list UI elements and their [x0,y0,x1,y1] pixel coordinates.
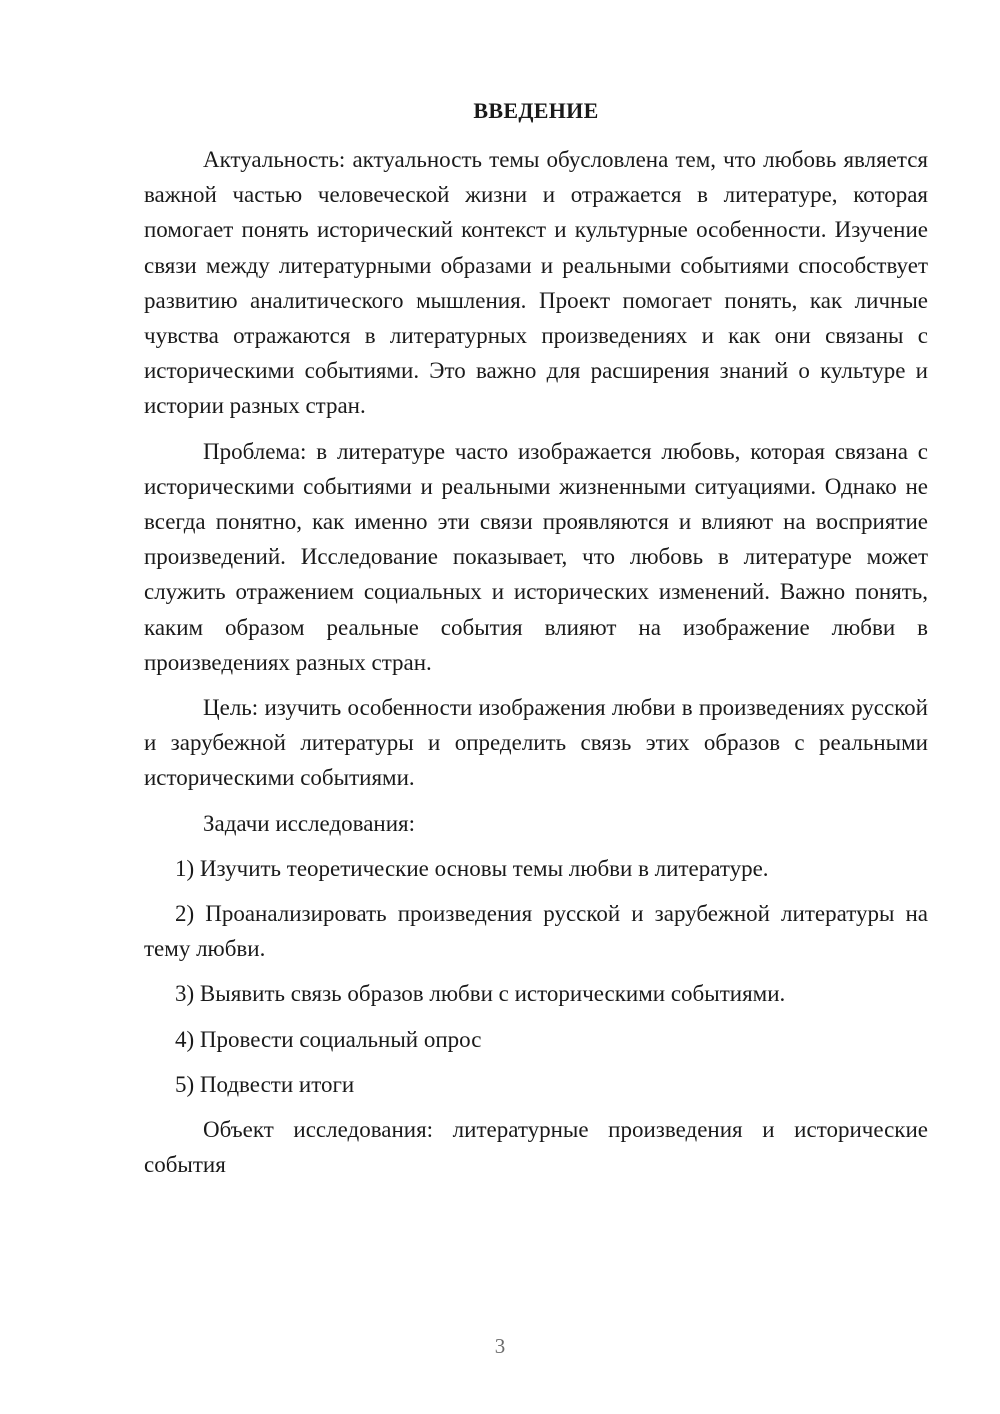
task-item: 4) Провести социальный опрос [175,1026,482,1052]
task-item: 3) Выявить связь образов любви с историческими событиями. [175,981,786,1007]
goal-paragraph: Цель: изучить особенности изображения любви в произведениях русской и зарубежной литературы и определить связь этих образов с реальными историческими событиями. [144,695,928,791]
problem-paragraph: Проблема: в литературе часто изображается любовь, которая связана с историческими событиями и реальными жизненными ситуациями. Однако не всегда понятно, как именно эти связи проявляются и влияют на восприятие произведений. Исследование показывает, что любовь в литературе может служить отражением социальных и исторических изменений. Важно понять, каким образом реальные события влияют на изображение любви в произведениях разных стран. [144,438,928,675]
document-body [144,142,928,1192]
relevance-paragraph: Актуальность: актуальность темы обусловлена тем, что любовь является важной частью человеческой жизни и отражается в литературе, которая помогает понять исторический контекст и культурные особенности. Изучение связи между литературными образами и реальными событиями способствует развитию аналитического мышления. Проект помогает понять, как личные чувства отражаются в литературных произведениях и как они связаны с историческими событиями. Это важно для расширения знаний о культуре и истории разных стран. [144,147,928,419]
page-number: 3 [494,1334,506,1358]
task-item: 1) Изучить теоретические основы темы любви в литературе. [175,855,769,881]
object-paragraph: Объект исследования: литературные произведения и исторические события [144,1117,928,1178]
tasks-heading: Задачи исследования: [203,810,416,836]
task-item: 5) Подвести итоги [175,1071,355,1097]
page-title: ВВЕДЕНИЕ [473,98,599,123]
task-item: 2) Проанализировать произведения русской и зарубежной литературы на тему любви. [144,901,928,962]
